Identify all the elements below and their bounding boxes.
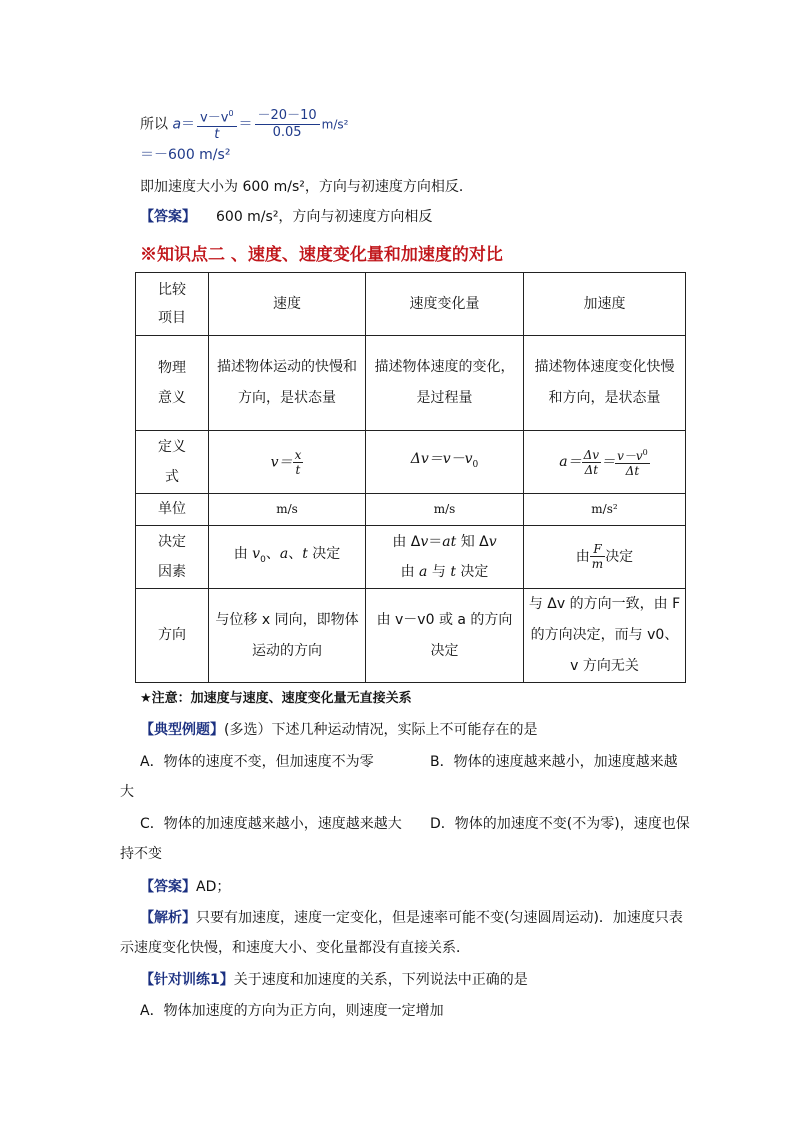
comparison-table bbox=[135, 272, 686, 683]
table-cell: 由 v－v0 或 a 的方向决定 bbox=[366, 589, 524, 683]
training-text: 关于速度和加速度的关系，下列说法中正确的是 bbox=[233, 972, 528, 988]
table-cell: 描述物体速度变化快慢和方向，是状态量 bbox=[524, 336, 686, 431]
training-question bbox=[140, 965, 700, 995]
table-cell: m/s bbox=[209, 494, 366, 526]
table-cell: 由 $\frac{F}{m}$ 决定 bbox=[524, 526, 686, 589]
answer-line bbox=[140, 207, 432, 227]
table-cell: 描述物体速度的变化，是过程量 bbox=[366, 336, 524, 431]
formula-line-2: ＝－600 m/s² bbox=[140, 147, 231, 163]
table-cell: 描述物体运动的快慢和方向，是状态量 bbox=[209, 336, 366, 431]
header-acceleration: 加速度 bbox=[524, 273, 686, 336]
formula-fraction-2: $\frac{-20-10}{0.05}$ bbox=[255, 108, 320, 141]
formula-line-3: 即加速度大小为 600 m/s²，方向与初速度方向相反． bbox=[140, 179, 473, 195]
example-answer-text: AD； bbox=[196, 879, 231, 895]
note: ★注意：加速度与速度、速度变化量无直接关系 bbox=[140, 691, 412, 706]
row-label: 定义 式 bbox=[136, 431, 209, 494]
option-d: D．物体的加速度不变(不为零)，速度也保持不变 bbox=[120, 816, 690, 862]
table-row bbox=[136, 336, 686, 431]
example-text: (多选）下述几种运动情况，实际上不可能存在的是 bbox=[224, 722, 538, 738]
example-label: 【典型例题】 bbox=[140, 722, 224, 738]
header-compare-item: 比较 项目 bbox=[136, 273, 209, 336]
example-answer-label: 【答案】 bbox=[140, 879, 196, 895]
answer-text: 600 m/s²，方向与初速度方向相反 bbox=[216, 209, 433, 225]
table-cell-formula: v＝ $\frac{x}{t}$ bbox=[209, 431, 366, 494]
option-c: C．物体的加速度越来越小，速度越来越大 bbox=[140, 816, 402, 832]
table-cell: m/s² bbox=[524, 494, 686, 526]
analysis-text: 只要有加速度，速度一定变化，但是速率可能不变(匀速圆周运动)．加速度只表示速度变化快慢，和速度大小、变化量都没有直接关系． bbox=[120, 910, 683, 956]
table-cell: 与位移 x 同向，即物体运动的方向 bbox=[209, 589, 366, 683]
row-label: 决定 因素 bbox=[136, 526, 209, 589]
table-cell: 由 Δv＝at 知 Δv 由 a 与 t 决定 bbox=[366, 526, 524, 589]
analysis-label: 【解析】 bbox=[140, 910, 196, 926]
training-label: 【针对训练1】 bbox=[140, 972, 234, 988]
formula-fraction-1: $\frac{v-v^0}{t}$ bbox=[197, 106, 236, 143]
row-label: 方向 bbox=[136, 589, 209, 683]
formula-line-1: 所以 a＝ $\frac{v-v^0}{t}$ ＝ $\frac{-20-10}{0.05}$ m/s² bbox=[140, 106, 348, 143]
table-cell-formula: a＝ $\frac{\Delta v}{\Delta t}$ ＝ $\frac{v-v^0}{\Delta t}$ bbox=[524, 431, 686, 494]
table-row bbox=[136, 431, 686, 494]
answer-label: 【答案】 bbox=[140, 209, 196, 225]
section-title: ※知识点二 、速度、速度变化量和加速度的对比 bbox=[140, 245, 503, 265]
option-b: B．物体的速度越来越小，加速度越来越大 bbox=[120, 754, 678, 800]
row-label: 物理 意义 bbox=[136, 336, 209, 431]
example-options-ab bbox=[120, 747, 690, 807]
table-cell: 由 $v_0$、a、t 决定 bbox=[209, 526, 366, 589]
option-a: A．物体的速度不变，但加速度不为零 bbox=[140, 754, 374, 770]
table-row bbox=[136, 526, 686, 589]
example-answer bbox=[140, 872, 710, 902]
example-question bbox=[140, 715, 700, 745]
table-cell-formula: $\Delta v=v-v_0$ bbox=[366, 431, 524, 494]
row-label: 单位 bbox=[136, 494, 209, 526]
header-velocity-change: 速度变化量 bbox=[366, 273, 524, 336]
training-option-a: A．物体加速度的方向为正方向，则速度一定增加 bbox=[140, 1003, 444, 1019]
example-analysis bbox=[120, 903, 690, 963]
header-velocity: 速度 bbox=[209, 273, 366, 336]
table-header-row bbox=[136, 273, 686, 336]
table-row bbox=[136, 494, 686, 526]
table-cell: 与 Δv 的方向一致，由 F 的方向决定，而与 v0、v 方向无关 bbox=[524, 589, 686, 683]
table-cell: m/s bbox=[366, 494, 524, 526]
example-options-cd bbox=[120, 809, 690, 869]
table-row bbox=[136, 589, 686, 683]
